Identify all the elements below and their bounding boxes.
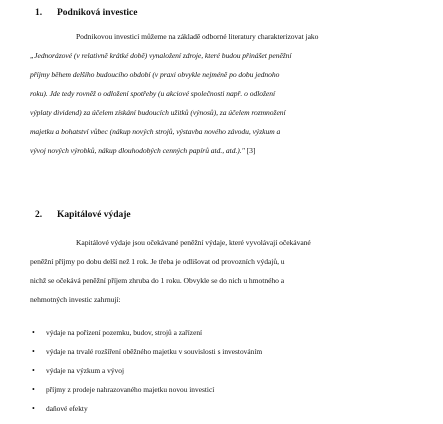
bullet-icon: • — [32, 328, 35, 337]
list-item: • příjmy z prodeje nahrazovaného majetku novou investicí — [32, 385, 215, 394]
list-item: • daňové efekty — [32, 404, 88, 413]
list-item: • výdaje na výzkum a vývoj — [32, 366, 124, 375]
bullet-icon: • — [32, 366, 35, 375]
section-2-line-3: nichž se očekává peněžní příjem zhruba do 1 roku. Obvykle se do nich u hmotného a — [30, 276, 285, 285]
section-2-line-4: nehmotných investic zahrnují: — [30, 295, 121, 304]
section-2-line-2: peněžní příjmy po dobu delší než 1 rok. Je třeba je odlišovat od provozních výdajů, u — [30, 257, 285, 266]
section-1-line-2: „Jednorázové (v relativně krátké době) vynaložení zdroje, které budou přinášet peněžní — [30, 51, 292, 60]
section-2-line-1: Kapitálové výdaje jsou očekávané peněžní výdaje, které vyvolávají očekávané — [76, 238, 311, 247]
bullet-icon: • — [32, 404, 35, 413]
section-1-number: 1. — [35, 8, 43, 18]
section-1-line-1: Podnikovou investicí můžeme na základě odborné literatury charakterizovat jako — [76, 32, 319, 41]
section-1-line-7: vývoj nových výrobků, nákup dlouhodobých cenných papírů atd., atd.)." [3] — [30, 146, 256, 155]
section-1-heading — [35, 8, 138, 18]
section-2-title: Kapitálové výdaje — [57, 210, 131, 220]
bullet-icon: • — [32, 347, 35, 356]
bullet-icon: • — [32, 385, 35, 394]
citation: [3] — [244, 146, 256, 155]
list-item: • výdaje na pořízení pozemku, budov, strojů a zařízení — [32, 328, 203, 337]
section-1-line-4: roku). Jde tedy rovněž o odložení spotřeby (u akciové společnosti např. o odložení — [30, 89, 276, 98]
section-1-line-5: výplaty dividend) za účelem získání budoucích užitků (výnosů), za účelem rozmnožení — [30, 108, 286, 117]
section-2-heading — [35, 210, 131, 220]
section-1-title: Podniková investice — [57, 8, 138, 18]
section-1-line-3: příjmy během delšího budoucího období (v praxi obvykle nejméně po dobu jednoho — [30, 70, 280, 79]
list-item: • výdaje na trvalé rozšíření oběžného majetku v souvislosti s investováním — [32, 347, 263, 356]
section-1-line-6: majetku a bohatství vůbec (nákup nových strojů, výstavba nového závodu, výzkum a — [30, 127, 281, 136]
section-2-number: 2. — [35, 210, 43, 220]
